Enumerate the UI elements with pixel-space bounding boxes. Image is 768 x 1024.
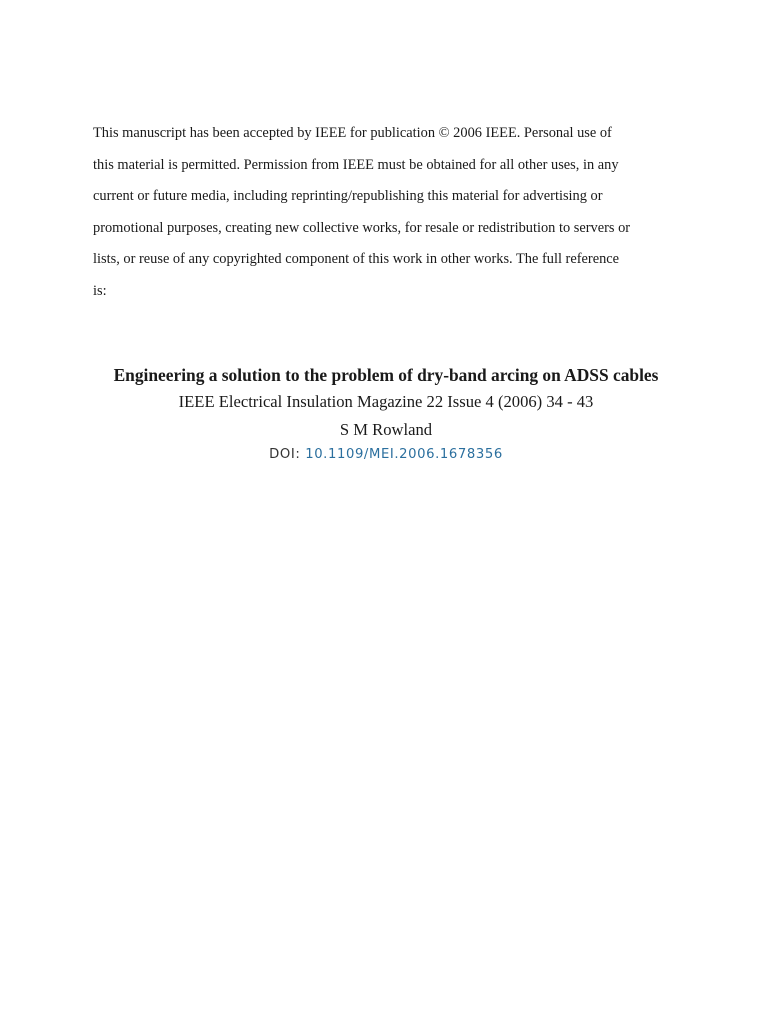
notice-line: is: [93, 282, 107, 299]
notice-line: This manuscript has been accepted by IEEE for publication © 2006 IEEE. Personal use of [93, 125, 612, 141]
doi-link[interactable]: 10.1109/MEI.2006.1678356 [305, 447, 503, 462]
journal-citation: IEEE Electrical Insulation Magazine 22 Issue 4 (2006) 34 - 43 [178, 392, 594, 411]
notice-line: current or future media, including reprinting/republishing this material for advertising or [93, 188, 603, 205]
full-reference [0, 362, 768, 466]
paper-title: Engineering a solution to the problem of dry-band arcing on ADSS cables [113, 365, 659, 385]
notice-line: promotional purposes, creating new collective works, for resale or redistribution to servers or [93, 219, 631, 236]
doi-line [0, 444, 768, 466]
doi-label: DOI: [269, 447, 306, 462]
notice-line: lists, or reuse of any copyrighted component of this work in other works. The full reference [93, 251, 620, 268]
copyright-notice [93, 118, 683, 308]
notice-line: this material is permitted. Permission from IEEE must be obtained for all other uses, in any [93, 156, 619, 173]
author-name: S M Rowland [339, 420, 433, 439]
